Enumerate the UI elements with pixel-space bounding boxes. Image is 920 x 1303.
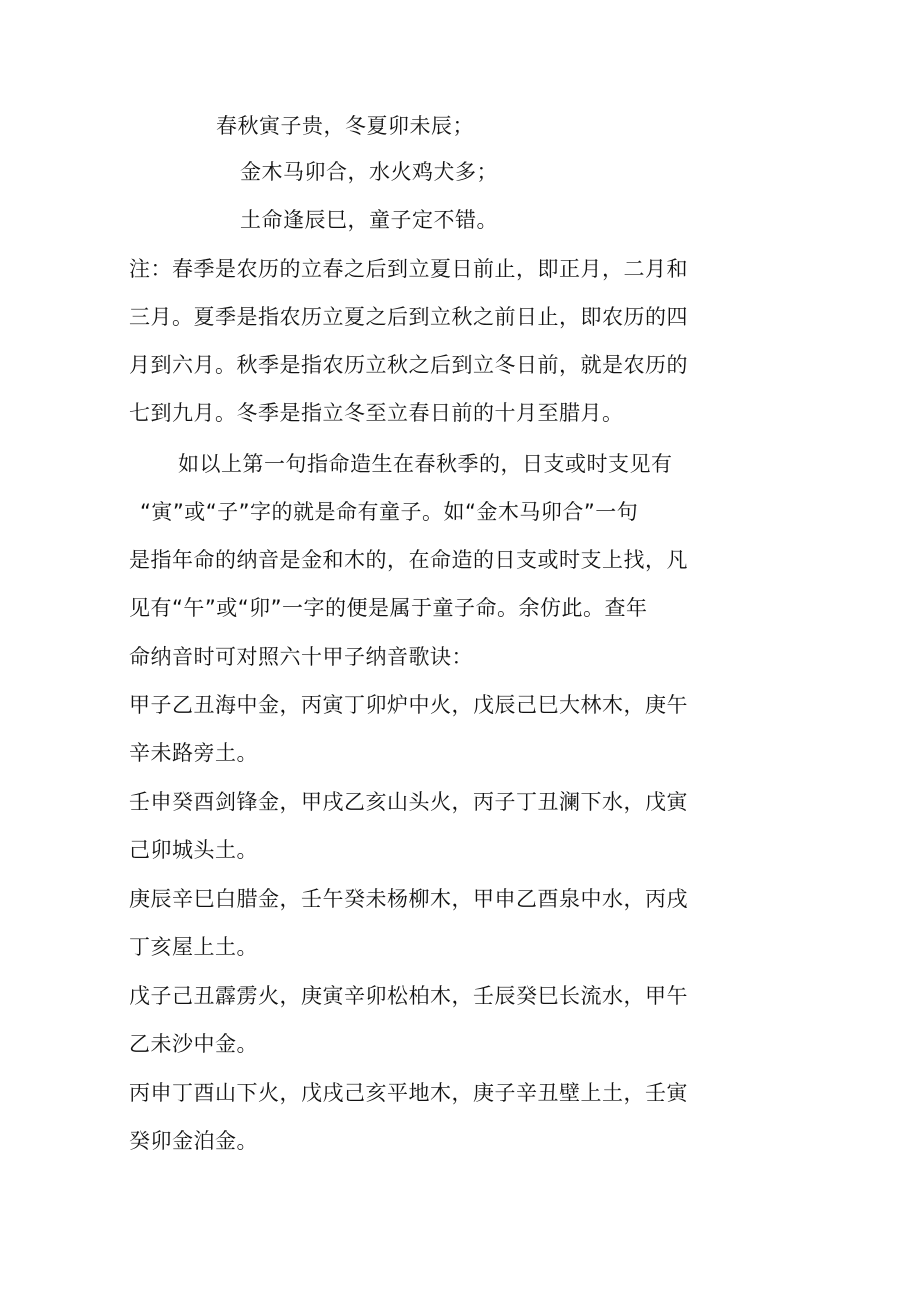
verse-line-1: 春秋寅子贵，冬夏卯未辰； — [216, 114, 474, 138]
explain-line-2: “寅”或“子”字的就是命有童子。如“金木马卯合”一句 — [140, 500, 639, 524]
nayin-entry-5-line-1: 丙申丁酉山下火，戊戌己亥平地木，庚子辛丑壁上土，壬寅 — [129, 1081, 688, 1105]
nayin-entry-2-line-1: 壬申癸酉剑锋金，甲戌乙亥山头火，丙子丁丑澜下水，戊寅 — [129, 790, 688, 814]
note-line-1: 注：春季是农历的立春之后到立夏日前止，即正月，二月和 — [129, 257, 688, 281]
note-line-3: 月到六月。秋季是指农历立秋之后到立冬日前，就是农历的 — [129, 353, 688, 377]
nayin-entry-2-line-2: 己卯城头土。 — [129, 838, 258, 862]
nayin-entry-3-line-2: 丁亥屋上土。 — [129, 935, 258, 959]
explain-line-1: 如以上第一句指命造生在春秋季的，日支或时支见有 — [178, 452, 673, 476]
nayin-entry-1-line-2: 辛未路旁土。 — [129, 741, 258, 765]
note-line-2: 三月。夏季是指农历立夏之后到立秋之前日止，即农历的四 — [129, 305, 688, 329]
explain-line-4: 见有“午”或“卯”一字的便是属于童子命。余仿此。查年 — [129, 596, 648, 620]
explain-line-3: 是指年命的纳音是金和木的，在命造的日支或时支上找，凡 — [129, 548, 688, 572]
verse-line-2: 金木马卯合，水火鸡犬多； — [240, 160, 498, 184]
verse-line-3: 土命逢辰巳，童子定不错。 — [240, 208, 498, 232]
note-line-4: 七到九月。冬季是指立冬至立春日前的十月至腊月。 — [129, 401, 624, 425]
nayin-entry-4-line-2: 乙未沙中金。 — [129, 1032, 258, 1056]
nayin-entry-1-line-1: 甲子乙丑海中金，丙寅丁卯炉中火，戊辰己巳大林木，庚午 — [129, 693, 688, 717]
nayin-entry-3-line-1: 庚辰辛巳白腊金，壬午癸未杨柳木，甲申乙酉泉中水，丙戌 — [129, 887, 688, 911]
explain-line-5: 命纳音时可对照六十甲子纳音歌诀： — [129, 645, 473, 669]
nayin-entry-4-line-1: 戊子己丑霹雳火，庚寅辛卯松柏木，壬辰癸巳长流水，甲午 — [129, 984, 688, 1008]
nayin-entry-5-line-2: 癸卯金泊金。 — [129, 1129, 258, 1153]
